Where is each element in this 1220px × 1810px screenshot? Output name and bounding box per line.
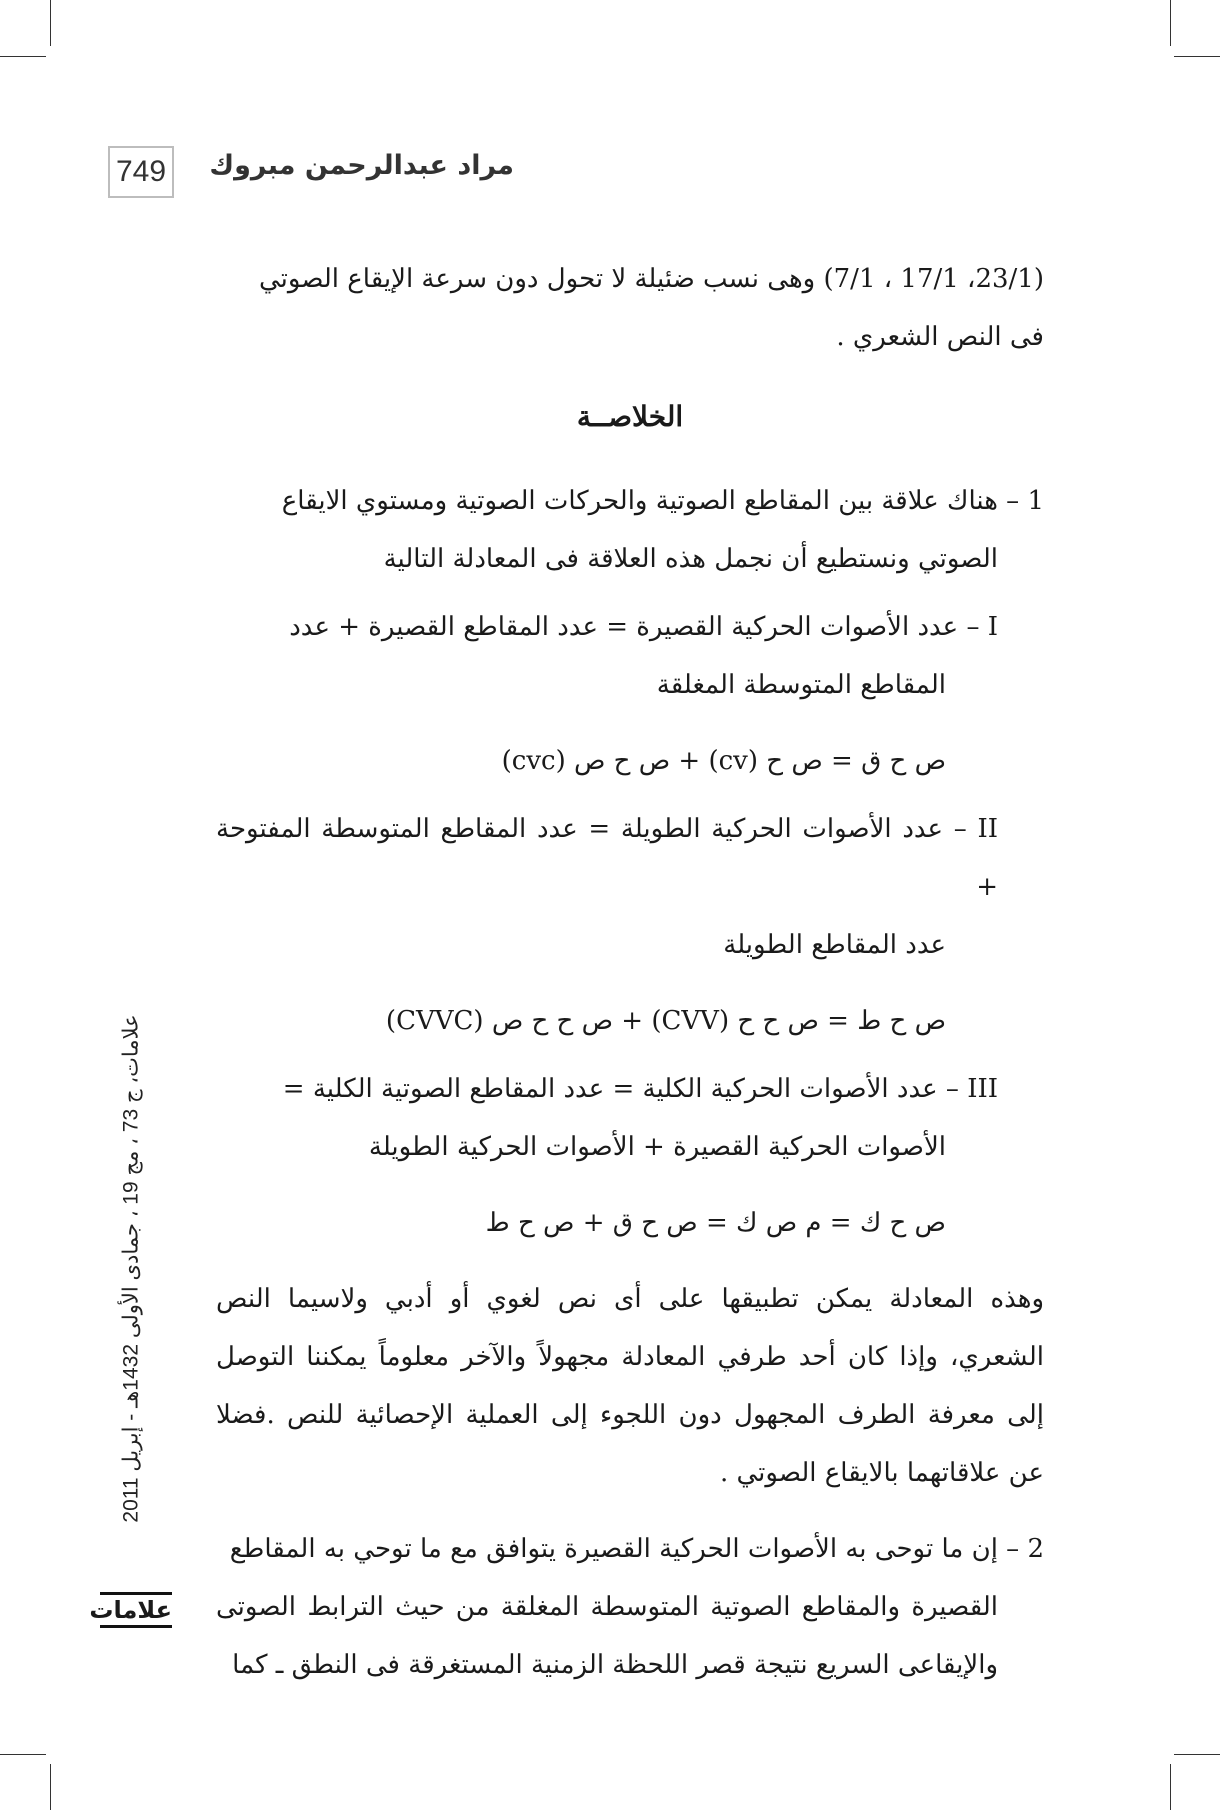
subitem-1-line: I – عدد الأصوات الحركية القصيرة = عدد المقاطع القصيرة + عدد xyxy=(289,612,998,642)
item-2-line: 2 – إن ما توحى به الأصوات الحركية القصيرة يتوافق مع ما توحي به المقاطع xyxy=(229,1534,1044,1564)
subitem-1-line: المقاطع المتوسطة المغلقة xyxy=(656,670,946,700)
crop-mark xyxy=(1174,1754,1220,1755)
item-2-continuation: القصيرة والمقاطع الصوتية المتوسطة المغلقة من حيث الترابط الصوتى والإيقاعى السريع نتيجة قصر اللحظة الزمنية المستغرقة فى النطق ـ كما xyxy=(216,1592,998,1680)
section-title: الخلاصــة xyxy=(576,400,684,433)
subitem-2-line: عدد المقاطع الطويلة xyxy=(723,930,946,960)
crop-mark xyxy=(50,0,51,46)
journal-logo: علامات xyxy=(100,1592,172,1628)
subitem-3-line: الأصوات الحركية القصيرة + الأصوات الحركية الطويلة xyxy=(368,1132,946,1162)
page-body xyxy=(216,250,1044,1694)
crop-mark xyxy=(1170,1764,1171,1810)
running-head-author: مراد عبدالرحمن مبروك xyxy=(209,150,514,181)
formula-1: ص ح ق = ص ح (cv) + ص ح ص (cvc) xyxy=(501,746,946,776)
intro-line: (23/1، 17/1 ، 7/1) وهى نسب ضئيلة لا تحول دون سرعة الإيقاع الصوتي xyxy=(259,264,1044,294)
intro-line: فى النص الشعري . xyxy=(836,322,1044,352)
formula-2: ص ح ط = ص ح ح (CVV) + ص ح ح ص (CVVC) xyxy=(385,1006,946,1036)
crop-mark xyxy=(1174,56,1220,57)
subitem-3-line: III – عدد الأصوات الحركية الكلية = عدد المقاطع الصوتية الكلية = xyxy=(282,1074,998,1104)
journal-info-text: علامات، ج 73 ، مج 19 ، جمادى الأولى 1432هـ - إبريل 2011 xyxy=(119,1013,143,1523)
journal-info-sidebar xyxy=(110,948,152,1588)
item-1-line: الصوتي ونستطيع أن نجمل هذه العلاقة فى المعادلة التالية xyxy=(383,544,998,574)
page-number: 749 xyxy=(108,146,174,198)
paragraph: وهذه المعادلة يمكن تطبيقها على أى نص لغوي أو أدبي ولاسيما النص الشعري، وإذا كان أحد طرفي المعادلة مجهولاً والآخر معلوماً يمكننا التوصل إلى معرفة الطرف المجهول دون اللجوء إلى العملية الإحصائية للنص .فضلا عن علاقاتهما بالايقاع الصوتي . xyxy=(216,1284,1044,1488)
item-1-line: 1 – هناك علاقة بين المقاطع الصوتية والحركات الصوتية ومستوي الايقاع xyxy=(281,486,1044,516)
crop-mark xyxy=(1170,0,1171,46)
subitem-2-line: II – عدد الأصوات الحركية الطويلة = عدد المقاطع المتوسطة المفتوحة + xyxy=(216,814,998,902)
formula-3: ص ح ك = م ص ك = ص ح ق + ص ح ط xyxy=(485,1208,946,1238)
crop-mark xyxy=(0,56,46,57)
crop-mark xyxy=(50,1764,51,1810)
crop-mark xyxy=(0,1754,46,1755)
